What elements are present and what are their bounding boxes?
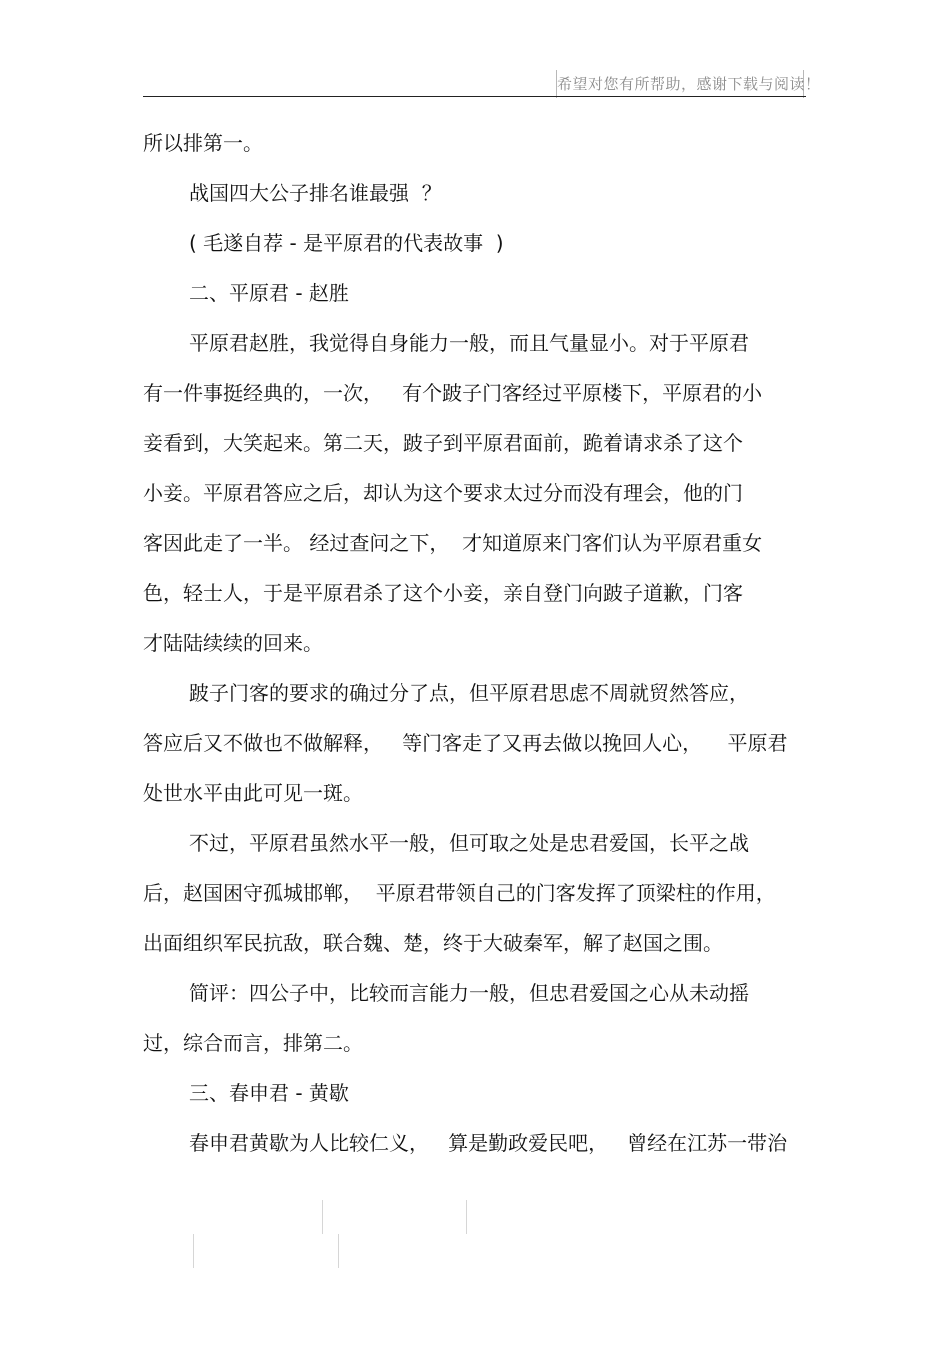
paragraph-line: 后，赵国困守孤城邯郸， 平原君带领自己的门客发挥了顶梁柱的作用， bbox=[143, 881, 776, 905]
scan-mark bbox=[466, 1200, 467, 1234]
header-divider bbox=[143, 96, 806, 97]
paragraph-line: 不过，平原君虽然水平一般，但可取之处是忠君爱国，长平之战 bbox=[189, 831, 749, 855]
paragraph-line: 答应后又不做也不做解释， 等门客走了又再去做以挽回人心， 平原君 bbox=[143, 731, 788, 755]
text-line-1: 所以排第一。 bbox=[143, 131, 263, 155]
paragraph-line: 处世水平由此可见一斑。 bbox=[143, 781, 363, 805]
scan-mark bbox=[322, 1200, 323, 1234]
paragraph-line: 色，轻士人，于是平原君杀了这个小妾，亲自登门向跛子道歉，门客 bbox=[143, 581, 743, 605]
paragraph-line: 客因此走了一半。 经过查问之下， 才知道原来门客们认为平原君重女 bbox=[143, 531, 763, 555]
scan-mark bbox=[193, 1234, 194, 1268]
caption-line: ( 毛遂自荐 - 是平原君的代表故事 ) bbox=[189, 231, 504, 255]
document-body bbox=[143, 118, 806, 1168]
section-heading-pingyuan: 二、平原君 - 赵胜 bbox=[189, 281, 349, 305]
question-heading: 战国四大公子排名谁最强 ？ bbox=[189, 181, 442, 205]
paragraph-line: 妾看到，大笑起来。第二天，跛子到平原君面前，跪着请求杀了这个 bbox=[143, 431, 743, 455]
summary-line: 过，综合而言，排第二。 bbox=[143, 1031, 363, 1055]
paragraph-line: 跛子门客的要求的确过分了点，但平原君思虑不周就贸然答应， bbox=[189, 681, 749, 705]
paragraph-line: 才陆陆续续的回来。 bbox=[143, 631, 323, 655]
paragraph-line: 小妾。平原君答应之后，却认为这个要求太过分而没有理会，他的门 bbox=[143, 481, 743, 505]
paragraph-line: 有一件事挺经典的，一次， 有个跛子门客经过平原楼下，平原君的小 bbox=[143, 381, 763, 405]
paragraph-line: 平原君赵胜，我觉得自身能力一般，而且气量显小。对于平原君 bbox=[189, 331, 749, 355]
paragraph-line: 春申君黄歇为人比较仁义， 算是勤政爱民吧， 曾经在江苏一带治 bbox=[189, 1131, 788, 1155]
summary-line: 简评：四公子中，比较而言能力一般，但忠君爱国之心从未动摇 bbox=[189, 981, 749, 1005]
section-heading-chunshen: 三、春申君 - 黄歇 bbox=[189, 1081, 349, 1105]
paragraph-line: 出面组织军民抗敌，联合魏、楚，终于大破秦军，解了赵国之围。 bbox=[143, 931, 723, 955]
header-banner: 希望对您有所帮助，感谢下载与阅读！ bbox=[556, 70, 804, 98]
scan-mark bbox=[338, 1234, 339, 1268]
